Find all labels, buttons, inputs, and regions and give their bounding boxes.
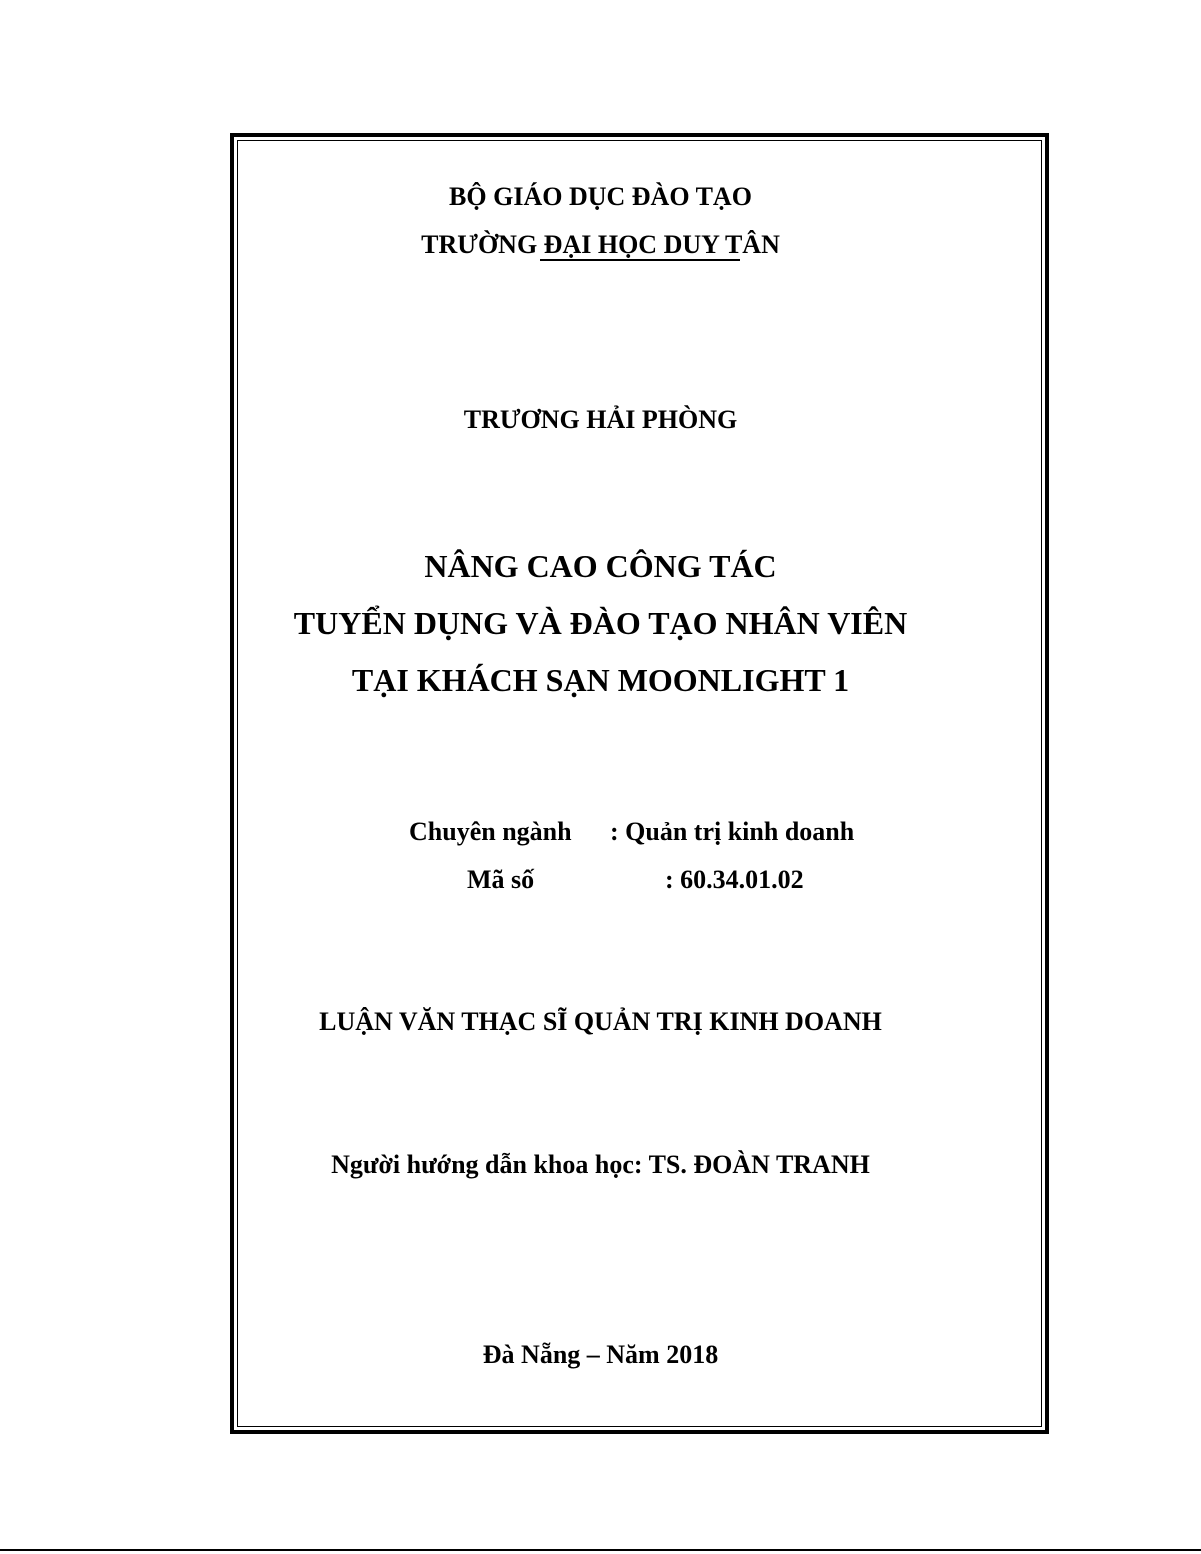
advisor-line: Người hướng dẫn khoa học: TS. ĐOÀN TRANH (331, 1150, 870, 1179)
author-name: TRƯƠNG HẢI PHÒNG (463, 405, 738, 434)
university-heading: TRƯỜNG ĐẠI HỌC DUY TÂN (421, 230, 780, 259)
thesis-title-line-2: TUYỂN DỤNG VÀ ĐÀO TẠO NHÂN VIÊN (293, 605, 908, 641)
code-value: : 60.34.01.02 (665, 865, 804, 894)
place-date: Đà Nẵng – Năm 2018 (482, 1340, 719, 1369)
page-bottom-edge (0, 1549, 1201, 1551)
page-border (230, 133, 1049, 1434)
page-border-inner (237, 140, 1042, 1427)
thesis-title-line-1: NÂNG CAO CÔNG TÁC (424, 548, 777, 584)
thesis-title-line-3: TẠI KHÁCH SẠN MOONLIGHT 1 (351, 662, 850, 698)
code-label: Mã số (467, 865, 535, 894)
university-underline (540, 259, 740, 261)
specialization-label: Chuyên ngành (409, 817, 572, 846)
ministry-heading: BỘ GIÁO DỤC ĐÀO TẠO (449, 182, 752, 211)
specialization-value: : Quản trị kinh doanh (610, 817, 855, 846)
degree-title: LUẬN VĂN THẠC SĨ QUẢN TRỊ KINH DOANH (319, 1007, 882, 1036)
